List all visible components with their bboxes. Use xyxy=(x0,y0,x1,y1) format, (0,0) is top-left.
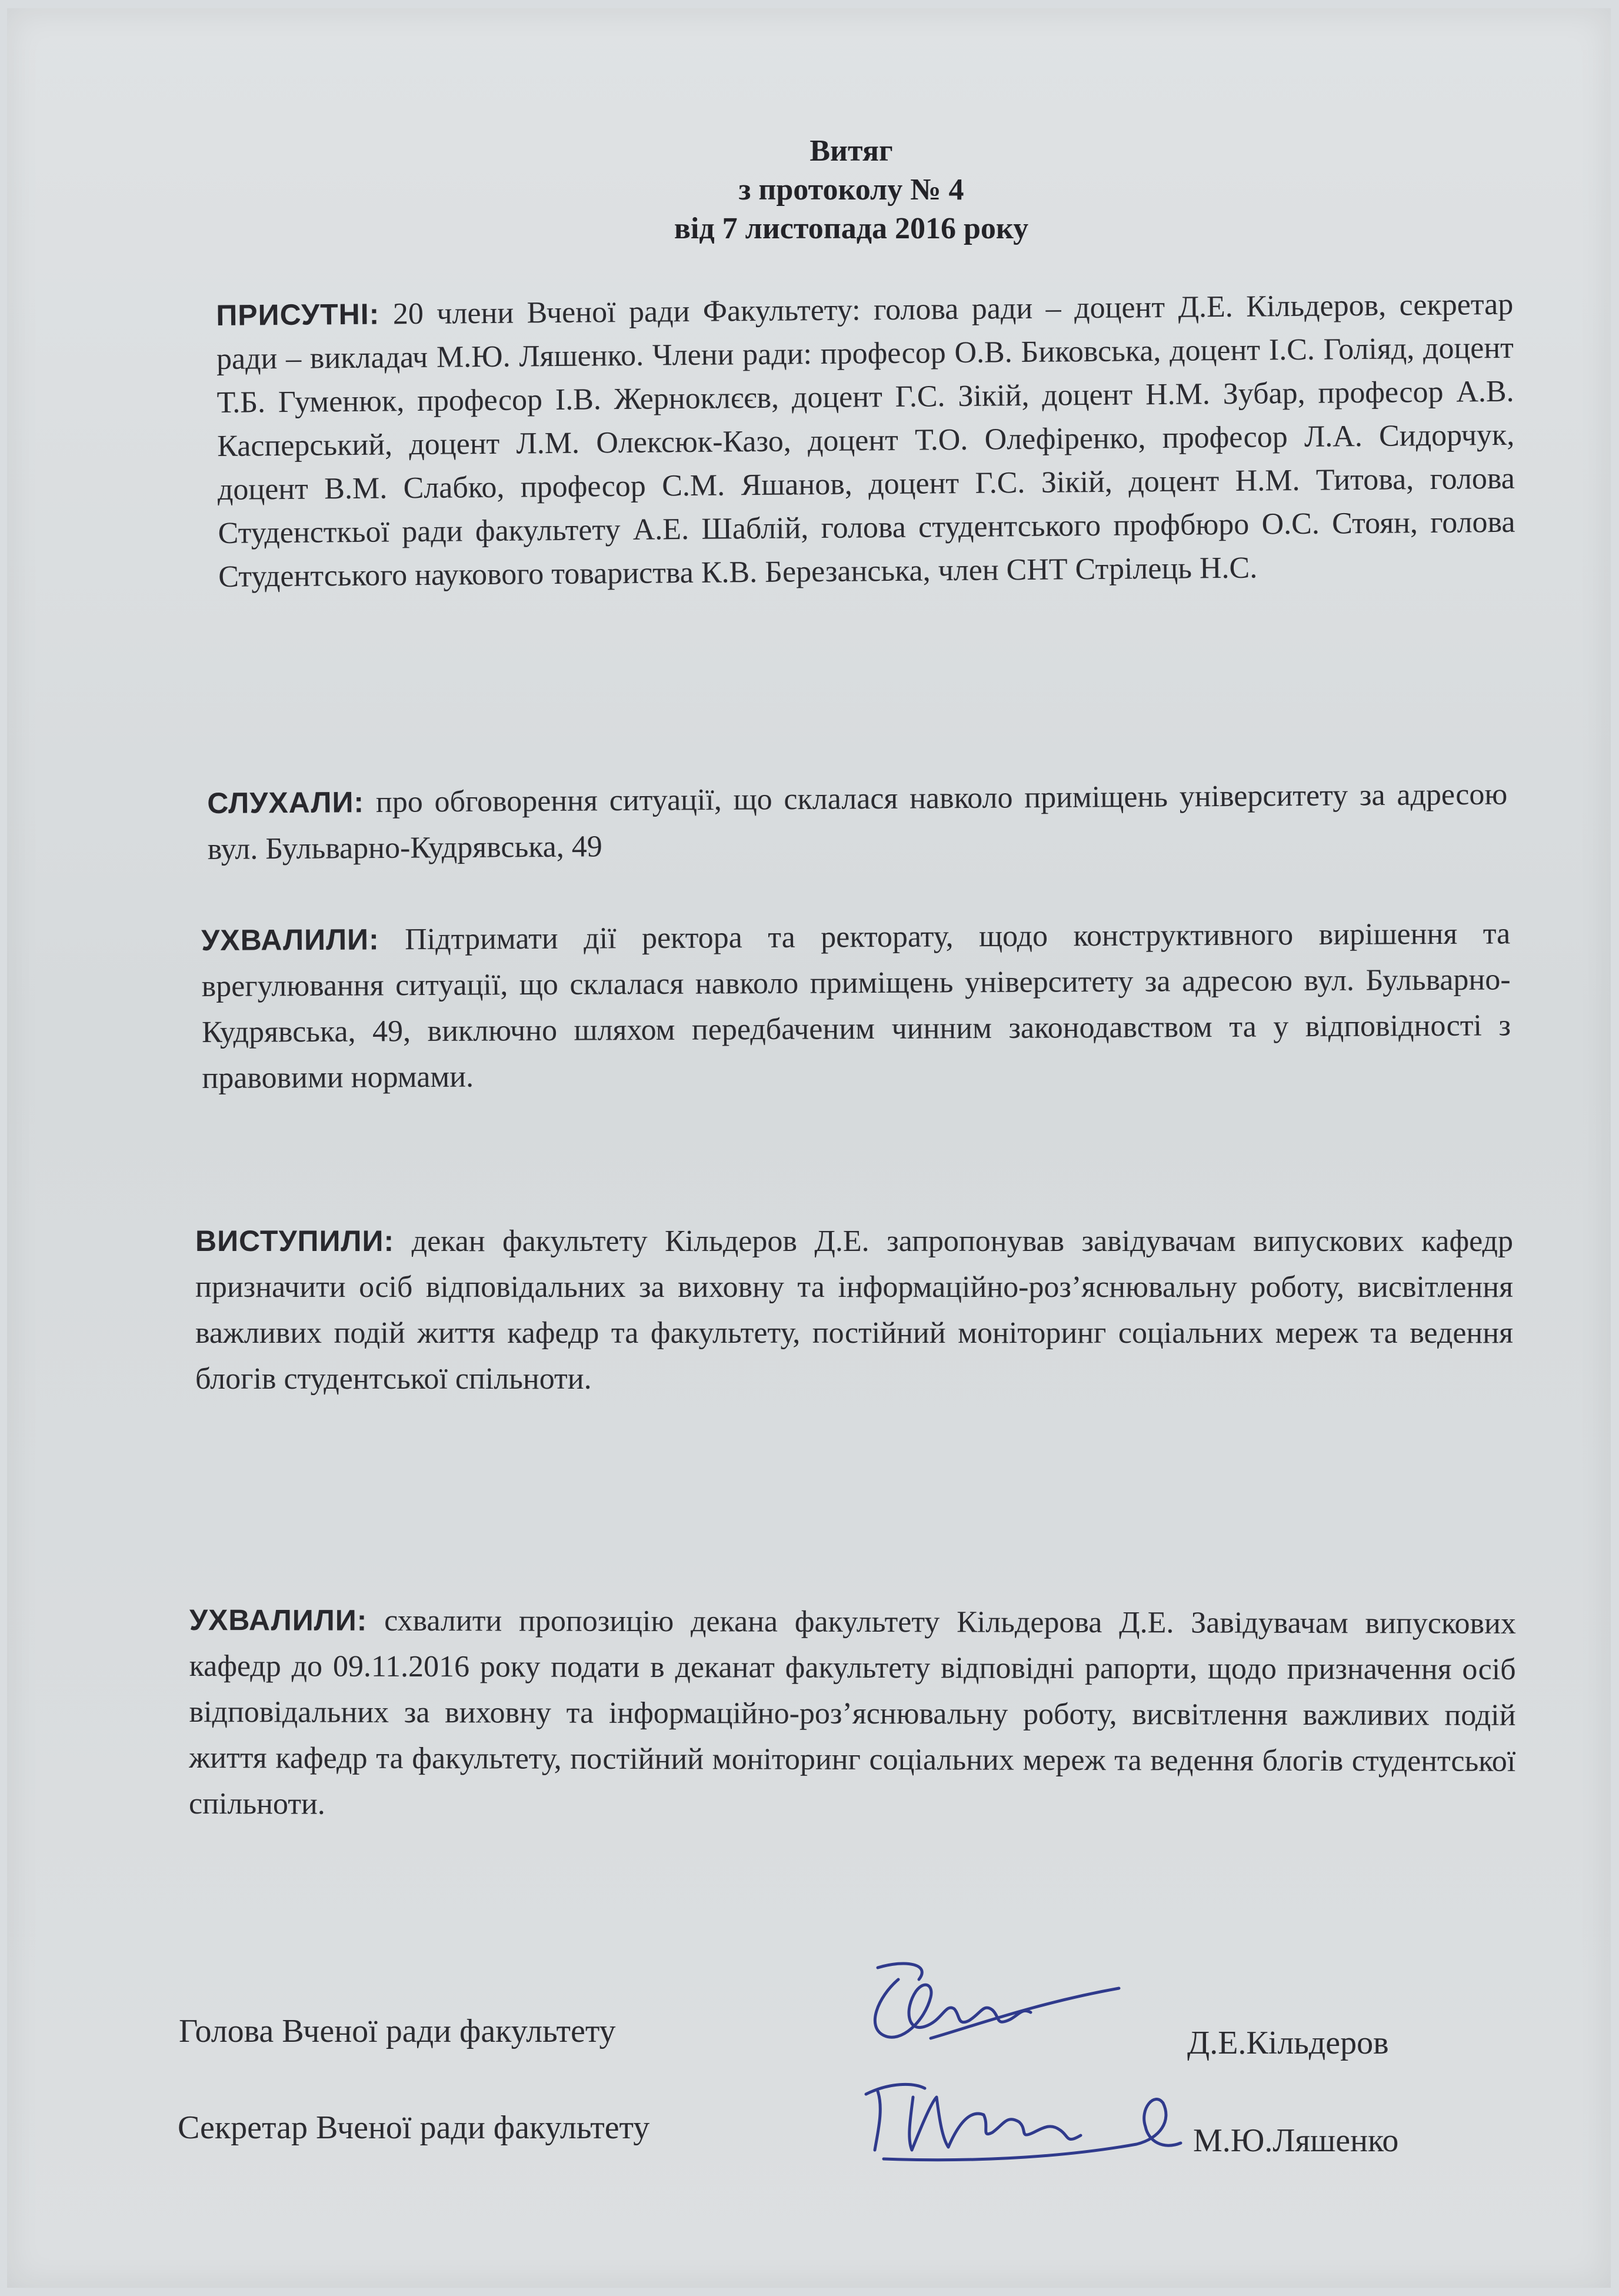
present-section xyxy=(216,282,1515,599)
spoke-section xyxy=(195,1218,1513,1402)
document-header xyxy=(610,132,1092,248)
resolved-label-2: УХВАЛИЛИ: xyxy=(189,1603,368,1637)
header-protocol-number: з протоколу № 4 xyxy=(738,173,964,207)
secretary-title: Секретар Вченої ради факультету xyxy=(178,2109,650,2146)
secretary-signature xyxy=(866,2084,1081,2150)
handwritten-signatures xyxy=(842,1956,1195,2179)
chair-signature-tail xyxy=(931,1988,1119,2038)
resolved-text-2: схвалити пропозицію декана факультету Кільдерова Д.Е. Завідувачам випускових кафедр до 09.11.2016 року подати в деканат факультету відповідні рапорти, щодо призначення осіб відповідальних за виховну та інформаційно-роз’яснювальну роботу, висвітлення важливих подій життя кафедр та факультету, постійний моніторинг соціальних мереж та ведення блогів студентської спільноти. xyxy=(189,1603,1516,1821)
chair-signature xyxy=(875,1979,1031,2037)
header-title: Витяг xyxy=(810,134,893,168)
document-page xyxy=(7,8,1611,2288)
resolved-section-1 xyxy=(201,910,1511,1102)
chair-name: Д.Е.Кільдеров xyxy=(1187,2025,1389,2061)
heard-label: СЛУХАЛИ: xyxy=(207,786,365,820)
chair-signature-loop xyxy=(878,1964,922,1979)
chair-title: Голова Вченої ради факультету xyxy=(179,2013,616,2049)
spoke-label: ВИСТУПИЛИ: xyxy=(195,1224,395,1257)
resolved-label-1: УХВАЛИЛИ: xyxy=(201,923,379,957)
resolved-section-2 xyxy=(189,1597,1516,1831)
heard-text: про обговорення ситуації, що склалася навколо приміщень університету за адресою вул. Бульварно-Кудрявська, 49 xyxy=(207,777,1508,866)
spoke-text: декан факультету Кільдеров Д.Е. запропонував завідувачам випускових кафедр призначити осіб відповідальних за виховну та інформаційно-роз’яснювальну роботу, висвітлення важливих подій життя кафедр та факультету, постійний моніторинг соціальних мереж та ведення блогів студентської спільноти. xyxy=(195,1224,1514,1396)
secretary-name: М.Ю.Ляшенко xyxy=(1193,2122,1399,2159)
header-date: від 7 листопада 2016 року xyxy=(674,212,1029,245)
resolved-text-1: Підтримати дії ректора та ректорату, щодо конструктивного вирішення та врегулювання ситуації, що склалася навколо приміщень університету за адресою вул. Бульварно-Кудрявська, 49, виключно шляхом передбаченим чинним законодавством та у відповідності з правовими нормами. xyxy=(201,917,1511,1095)
present-label: ПРИСУТНІ: xyxy=(216,297,380,332)
heard-section xyxy=(207,771,1508,873)
present-text: 20 члени Вченої ради Факультету: голова ради – доцент Д.Е. Кільдеров, секретар ради – викладач М.Ю. Ляшенко. Члени ради: професор О.В. Биковська, доцент І.С. Голіяд, доцент Т.Б. Гуменюк, професор І.В. Жерноклєєв, доцент Г.С. Зікій, доцент Н.М. Зубар, професор А.В. Касперський, доцент Л.М. Олексюк-Казо, доцент Т.О. Олефіренко, професор Л.А. Сидорчук, доцент В.М. Слабко, професор С.М. Яшанов, доцент Г.С. Зікій, доцент Н.М. Титова, голова Студенсткьої ради факультету А.Е. Шаблій, голова студентського профбюро О.С. Стоян, голова Студентського наукового товариства К.В. Березанська, член СНТ Стрілець Н.С. xyxy=(216,287,1515,594)
